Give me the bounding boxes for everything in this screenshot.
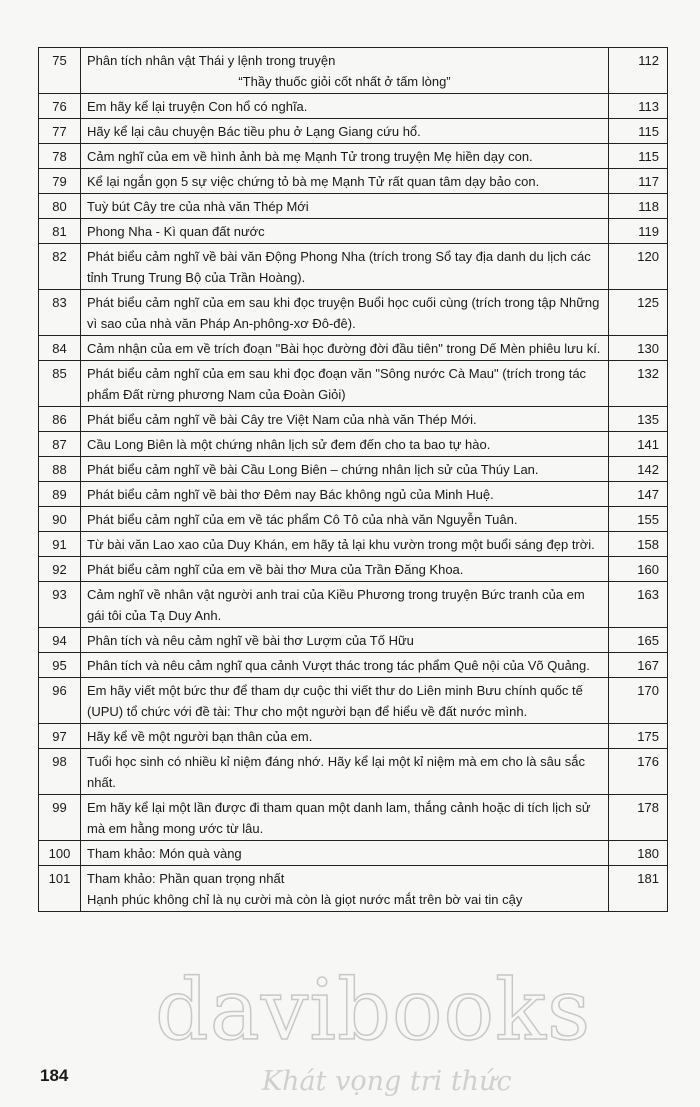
toc-row-page: 130 [609, 336, 668, 361]
toc-row-number: 87 [39, 432, 81, 457]
toc-row-title: Phát biểu cảm nghĩ về bài Cây tre Việt Nam của nhà văn Thép Mới. [87, 412, 477, 427]
toc-row [39, 724, 668, 749]
toc-row-title: Phát biểu cảm nghĩ về bài thơ Đêm nay Bác không ngủ của Minh Huệ. [87, 487, 494, 502]
toc-row-title-cell [81, 507, 609, 532]
watermark-tagline: Khát vọng tri thức [262, 1066, 512, 1097]
toc-row-number: 90 [39, 507, 81, 532]
toc-row-title-cell [81, 841, 609, 866]
toc-row-title-cell [81, 678, 609, 724]
toc-row [39, 482, 668, 507]
page-number: 184 [40, 1066, 69, 1085]
toc-row-title-cell [81, 653, 609, 678]
toc-row [39, 169, 668, 194]
toc-row-number: 79 [39, 169, 81, 194]
toc-row-page: 175 [609, 724, 668, 749]
toc-row-number: 94 [39, 628, 81, 653]
toc-row-page: 113 [609, 94, 668, 119]
toc-row-page: 118 [609, 194, 668, 219]
toc-row-title: Em hãy kể lại truyện Con hổ có nghĩa. [87, 99, 308, 114]
toc-row [39, 144, 668, 169]
toc-row-page: 119 [609, 219, 668, 244]
toc-row-title: Phát biểu cảm nghĩ của em sau khi đọc truyện Buổi học cuối cùng (trích trong tập Những vì sao của nhà văn Pháp An-phông-xơ Đô-đê). [87, 295, 600, 331]
toc-row-title-cell [81, 194, 609, 219]
toc-row-page: 132 [609, 361, 668, 407]
toc-row-number: 97 [39, 724, 81, 749]
toc-row-page: 178 [609, 795, 668, 841]
toc-row-number: 100 [39, 841, 81, 866]
toc-row-title-cell [81, 119, 609, 144]
toc-row-subtitle: “Thầy thuốc giỏi cốt nhất ở tấm lòng” [238, 74, 451, 89]
toc-row-number: 81 [39, 219, 81, 244]
watermark-brand: davibooks [155, 961, 592, 1059]
toc-row [39, 557, 668, 582]
toc-row-title-cell [81, 407, 609, 432]
toc-row-title: Cảm nhận của em về trích đoạn "Bài học đường đời đầu tiên" trong Dế Mèn phiêu lưu kí. [87, 341, 601, 356]
toc-row-title-cell [81, 219, 609, 244]
toc-row [39, 628, 668, 653]
toc-row-title: Tham khảo: Món quà vàng [87, 846, 242, 861]
toc-row [39, 653, 668, 678]
toc-row [39, 795, 668, 841]
toc-row-title: Kể lại ngắn gọn 5 sự việc chứng tỏ bà mẹ Mạnh Tử rất quan tâm dạy bảo con. [87, 174, 540, 189]
toc-row-page: 155 [609, 507, 668, 532]
toc-row-title-cell [81, 94, 609, 119]
toc-row-title-cell [81, 457, 609, 482]
toc-row-page: 125 [609, 290, 668, 336]
toc-row-number: 80 [39, 194, 81, 219]
toc-row-title: Phân tích nhân vật Thái y lệnh trong truyện [87, 53, 336, 68]
toc-row [39, 457, 668, 482]
toc-row [39, 244, 668, 290]
toc-row [39, 219, 668, 244]
toc-row-title-cell [81, 482, 609, 507]
toc-row-title: Em hãy viết một bức thư để tham dự cuộc thi viết thư do Liên minh Bưu chính quốc tế (UPU) tổ chức với đề tài: Thư cho một người bạn để hiểu về đất nước mình. [87, 683, 583, 719]
toc-row-title: Tham khảo: Phần quan trọng nhất [87, 871, 285, 886]
toc-row-title: Em hãy kể lại một lần được đi tham quan một danh lam, thắng cảnh hoặc di tích lịch sử mà em hằng mong ước từ lâu. [87, 800, 591, 836]
toc-row-page: 141 [609, 432, 668, 457]
toc-row-page: 115 [609, 144, 668, 169]
toc-row-title: Phát biểu cảm nghĩ về bài Cầu Long Biên – chứng nhân lịch sử của Thúy Lan. [87, 462, 539, 477]
toc-row-title: Cảm nghĩ về nhân vật người anh trai của Kiều Phương trong truyện Bức tranh của em gái tôi của Tạ Duy Anh. [87, 587, 585, 623]
toc-row-number: 77 [39, 119, 81, 144]
toc-row-number: 85 [39, 361, 81, 407]
toc-row [39, 48, 668, 94]
toc-row-page: 180 [609, 841, 668, 866]
toc-row-page: 112 [609, 48, 668, 94]
toc-row [39, 94, 668, 119]
toc-row-page: 163 [609, 582, 668, 628]
toc-row-page: 181 [609, 866, 668, 912]
toc-row-title-cell [81, 432, 609, 457]
toc-row-number: 95 [39, 653, 81, 678]
toc-row-title-cell [81, 144, 609, 169]
toc-row-title-cell [81, 628, 609, 653]
toc-row-title-cell [81, 749, 609, 795]
toc-row-page: 135 [609, 407, 668, 432]
toc-row-number: 84 [39, 336, 81, 361]
toc-row-title: Phân tích và nêu cảm nghĩ qua cảnh Vượt thác trong tác phẩm Quê nội của Võ Quảng. [87, 658, 590, 673]
toc-row [39, 336, 668, 361]
toc-row [39, 866, 668, 912]
toc-row-page: 176 [609, 749, 668, 795]
toc-row-title: Hãy kể về một người bạn thân của em. [87, 729, 313, 744]
toc-row [39, 407, 668, 432]
toc-row-title: Cầu Long Biên là một chứng nhân lịch sử đem đến cho ta bao tự hào. [87, 437, 491, 452]
toc-row-title: Phát biểu cảm nghĩ về bài văn Động Phong Nha (trích trong Sổ tay địa danh du lịch các tỉnh Trung Trung Bộ của Trần Hoàng). [87, 249, 591, 285]
toc-row-title-cell [81, 724, 609, 749]
toc-row [39, 678, 668, 724]
toc-row [39, 194, 668, 219]
toc-row-title-cell [81, 169, 609, 194]
toc-row-title: Phát biểu cảm nghĩ của em về tác phẩm Cô Tô của nhà văn Nguyễn Tuân. [87, 512, 518, 527]
toc-row-page: 170 [609, 678, 668, 724]
toc-row-number: 91 [39, 532, 81, 557]
toc-row-title: Phát biểu cảm nghĩ của em sau khi đọc đoạn văn "Sông nước Cà Mau" (trích trong tác phẩm Đất rừng phương Nam của Đoàn Giỏi) [87, 366, 587, 402]
toc-body [39, 48, 668, 912]
toc-row-number: 78 [39, 144, 81, 169]
toc-row [39, 582, 668, 628]
toc-row [39, 749, 668, 795]
toc-row-number: 86 [39, 407, 81, 432]
toc-row-title-cell [81, 866, 609, 912]
toc-row-title-cell [81, 290, 609, 336]
toc-row-page: 142 [609, 457, 668, 482]
toc-row-number: 98 [39, 749, 81, 795]
toc-row [39, 532, 668, 557]
toc-row-title-cell [81, 795, 609, 841]
toc-row-number: 83 [39, 290, 81, 336]
toc-row-title: Cảm nghĩ của em về hình ảnh bà mẹ Mạnh Tử trong truyện Mẹ hiền dạy con. [87, 149, 533, 164]
toc-row-title: Từ bài văn Lao xao của Duy Khán, em hãy tả lại khu vườn trong một buổi sáng đẹp trời. [87, 537, 595, 552]
toc-row-title-cell [81, 48, 609, 94]
toc-row-number: 89 [39, 482, 81, 507]
toc-row-page: 115 [609, 119, 668, 144]
table-of-contents [38, 47, 668, 912]
toc-row-title-cell [81, 361, 609, 407]
toc-row-page: 117 [609, 169, 668, 194]
toc-row-subtitle: Hạnh phúc không chỉ là nụ cười mà còn là giọt nước mắt trên bờ vai tin cậy [87, 892, 523, 907]
toc-row-title-cell [81, 244, 609, 290]
toc-row [39, 432, 668, 457]
toc-row [39, 841, 668, 866]
toc-row-page: 120 [609, 244, 668, 290]
toc-row-page: 160 [609, 557, 668, 582]
toc-row-title: Phân tích và nêu cảm nghĩ về bài thơ Lượm của Tố Hữu [87, 633, 414, 648]
toc-row-number: 93 [39, 582, 81, 628]
toc-row-page: 147 [609, 482, 668, 507]
toc-row-number: 99 [39, 795, 81, 841]
toc-row [39, 507, 668, 532]
toc-row [39, 290, 668, 336]
toc-row-title: Phong Nha - Kì quan đất nước [87, 224, 265, 239]
toc-row-number: 88 [39, 457, 81, 482]
toc-row [39, 361, 668, 407]
toc-row-title: Tuổi học sinh có nhiều kỉ niệm đáng nhớ. Hãy kể lại một kỉ niệm mà em cho là sâu sắc nhất. [87, 754, 585, 790]
toc-row [39, 119, 668, 144]
toc-row-title: Phát biểu cảm nghĩ của em về bài thơ Mưa của Trần Đăng Khoa. [87, 562, 464, 577]
toc-row-number: 82 [39, 244, 81, 290]
toc-row-number: 76 [39, 94, 81, 119]
toc-row-number: 101 [39, 866, 81, 912]
toc-row-number: 75 [39, 48, 81, 94]
toc-row-title-cell [81, 557, 609, 582]
toc-row-page: 158 [609, 532, 668, 557]
toc-row-title-cell [81, 336, 609, 361]
toc-row-number: 96 [39, 678, 81, 724]
toc-row-title-cell [81, 582, 609, 628]
toc-row-title-cell [81, 532, 609, 557]
toc-row-title: Hãy kể lại câu chuyện Bác tiều phu ở Lạng Giang cứu hổ. [87, 124, 421, 139]
toc-row-page: 167 [609, 653, 668, 678]
toc-row-page: 165 [609, 628, 668, 653]
toc-row-number: 92 [39, 557, 81, 582]
toc-row-title: Tuỳ bút Cây tre của nhà văn Thép Mới [87, 199, 309, 214]
